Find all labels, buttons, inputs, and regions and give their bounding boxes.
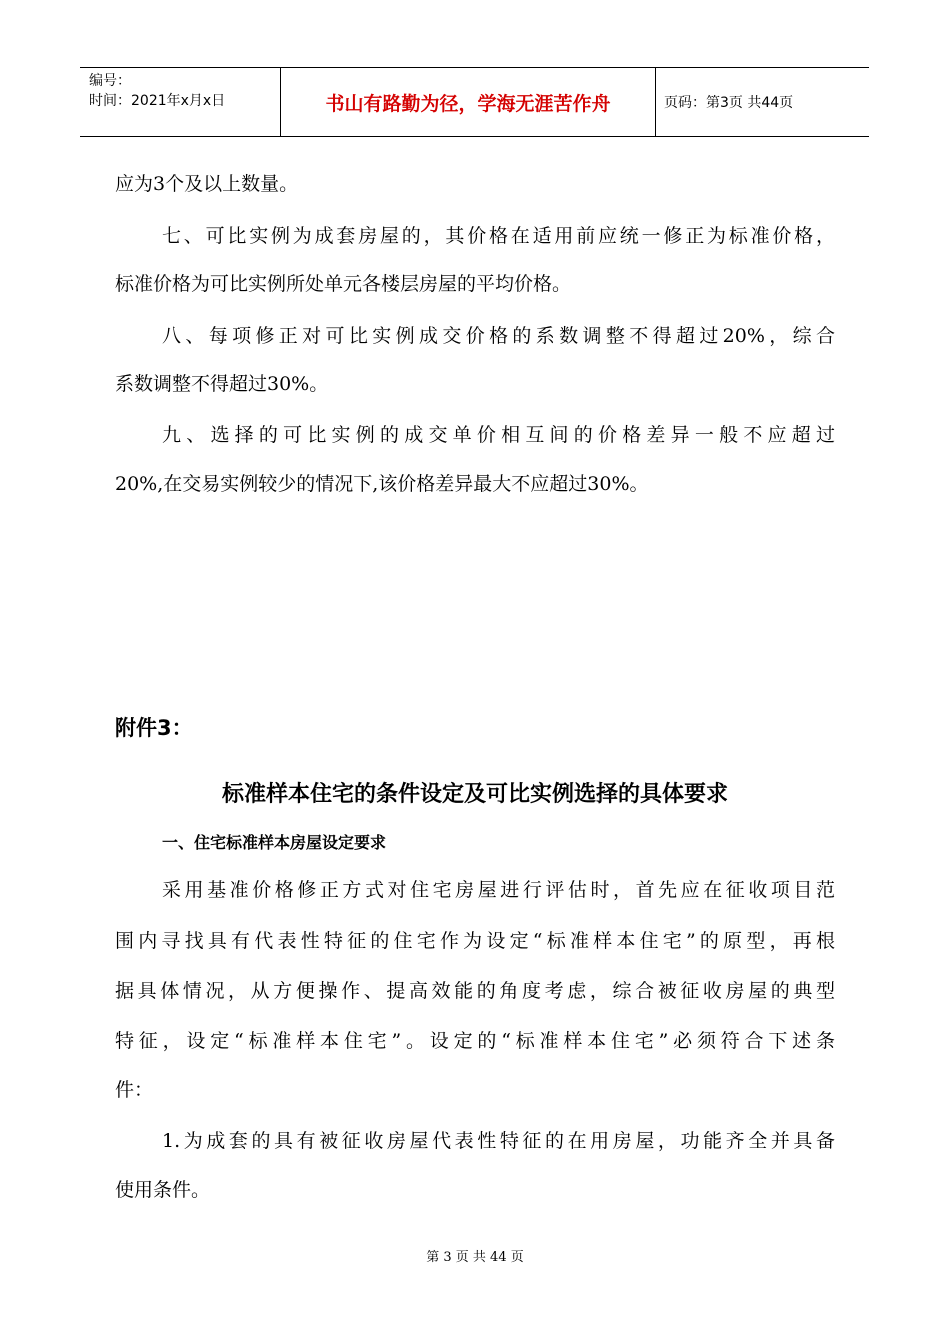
paragraph-line: 20%,在交易实例较少的情况下,该价格差异最大不应超过30%。 — [115, 473, 649, 495]
header-meta — [80, 68, 281, 136]
paragraph-line: 标准价格为可比实例所处单元各楼层房屋的平均价格。 — [115, 273, 572, 295]
paragraph-line: 件： — [115, 1079, 154, 1101]
header-page-info: 页码：第3页 共44页 — [664, 95, 794, 111]
document-number: 编号： — [89, 73, 131, 89]
paragraph-line: 采用基准价格修正方式对住宅房屋进行评估时，首先应在征收项目范 — [162, 879, 835, 901]
document-title: 标准样本住宅的条件设定及可比实例选择的具体要求 — [221, 782, 728, 807]
attachment-label: 附件3： — [115, 716, 193, 740]
paragraph-line: 据具体情况，从方便操作、提高效能的角度考虑，综合被征收房屋的典型 — [115, 980, 835, 1002]
page-footer: 第 3 页 共 44 页 — [426, 1250, 524, 1265]
paragraph-line: 系数调整不得超过30%。 — [115, 373, 329, 395]
document-date: 时间：2021年x月x日 — [89, 93, 226, 109]
header-motto: 书山有路勤为径，学海无涯苦作舟 — [281, 68, 656, 136]
section-heading: 一、住宅标准样本房屋设定要求 — [162, 833, 387, 852]
paragraph-line: 七、可比实例为成套房屋的，其价格在适用前应统一修正为标准价格， — [162, 225, 835, 247]
paragraph-line: 使用条件。 — [115, 1179, 211, 1201]
paragraph-line: 八、每项修正对可比实例成交价格的系数调整不得超过20%，综合 — [162, 325, 835, 347]
paragraph-line: 应为3个及以上数量。 — [115, 173, 299, 195]
paragraph-line: 九、选择的可比实例的成交单价相互间的价格差异一般不应超过 — [162, 424, 835, 446]
paragraph-line: 1.为成套的具有被征收房屋代表性特征的在用房屋，功能齐全并具备 — [162, 1130, 835, 1152]
paragraph-line: 围内寻找具有代表性特征的住宅作为设定“标准样本住宅”的原型，再根 — [115, 930, 835, 952]
paragraph-line: 特征，设定“标准样本住宅”。设定的“标准样本住宅”必须符合下述条 — [115, 1030, 835, 1052]
page-header — [80, 67, 869, 137]
